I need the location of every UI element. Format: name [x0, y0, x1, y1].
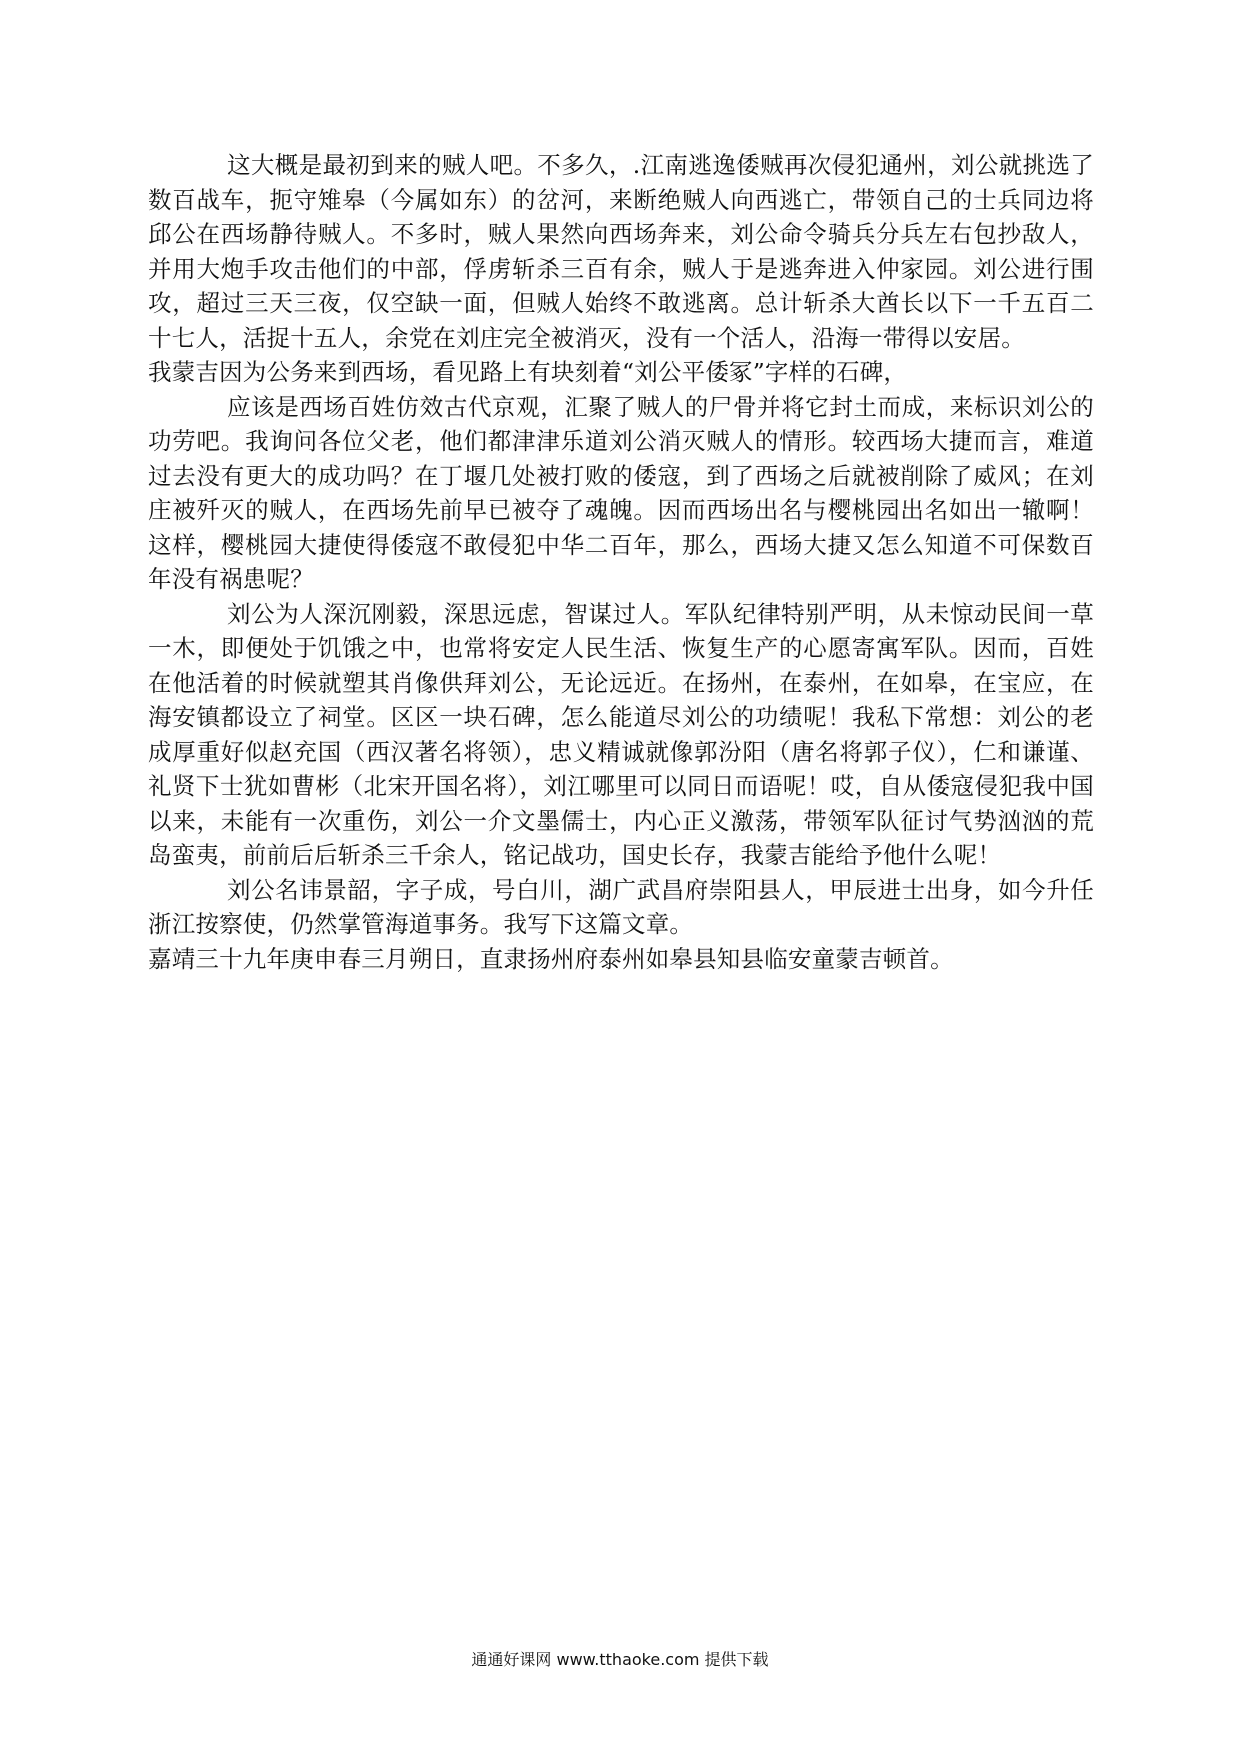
paragraph-4: 刘公为人深沉刚毅，深思远虑，智谋过人。军队纪律特别严明，从未惊动民间一草一木，即便处于饥饿之中，也常将安定人民生活、恢复生产的心愿寄寓军队。因而，百姓在他活着的时候就塑其肖像供拜刘公，无论远近。在扬州，在泰州，在如皋，在宝应，在海安镇都设立了祠堂。区区一块石碑，怎么能道尽刘公的功绩呢！我私下常想：刘公的老成厚重好似赵充国（西汉著名将领），忠义精诚就像郭汾阳（唐名将郭子仪），仁和谦谨、礼贤下士犹如曹彬（北宋开国名将），刘江哪里可以同日而语呢！哎，自从倭寇侵犯我中国以来，未能有一次重伤，刘公一介文墨儒士，内心正义激荡，带领军队征讨气势汹汹的荒岛蛮夷，前前后后斩杀三千余人，铭记战功，国史长存，我蒙吉能给予他什么呢！	[148, 599, 1094, 869]
paragraph-5: 刘公名讳景韶，字子成，号白川，湖广武昌府崇阳县人，甲辰进士出身，如今升任浙江按察使，仍然掌管海道事务。我写下这篇文章。	[148, 875, 1094, 938]
page-footer: 通通好课网 www.tthaoke.com 提供下载	[471, 1650, 769, 1669]
document-body	[148, 148, 1094, 976]
paragraph-2: 我蒙吉因为公务来到西场，看见路上有块刻着“刘公平倭冢”字样的石碑，	[148, 358, 908, 386]
paragraph-3: 应该是西场百姓仿效古代京观，汇聚了贼人的尸骨并将它封土而成，来标识刘公的功劳吧。我询问各位父老，他们都津津乐道刘公消灭贼人的情形。较西场大捷而言，难道过去没有更大的成功吗？在丁堰几处被打败的倭寇，到了西场之后就被削除了威风；在刘庄被歼灭的贼人，在西场先前早已被夺了魂魄。因而西场出名与樱桃园出名如出一辙啊！这样，樱桃园大捷使得倭寇不敢侵犯中华二百年，那么，西场大捷又怎么知道不可保数百年没有祸患呢？	[148, 392, 1094, 593]
paragraph-signature: 嘉靖三十九年庚申春三月朔日，直隶扬州府泰州如皋县知县临安童蒙吉顿首。	[148, 944, 954, 973]
paragraph-1: 这大概是最初到来的贼人吧。不多久，.江南逃逸倭贼再次侵犯通州，刘公就挑选了数百战车，扼守雉皋（今属如东）的岔河，来断绝贼人向西逃亡，带领自己的士兵同边将邱公在西场静待贼人。不多时，贼人果然向西场奔来，刘公命令骑兵分兵左右包抄敌人，并用大炮手攻击他们的中部，俘虏斩杀三百有余，贼人于是逃奔进入仲家园。刘公进行围攻，超过三天三夜，仅空缺一面，但贼人始终不敢逃离。总计斩杀大酋长以下一千五百二十七人，活捉十五人，余党在刘庄完全被消灭，没有一个活人，沿海一带得以安居。	[148, 151, 1094, 352]
